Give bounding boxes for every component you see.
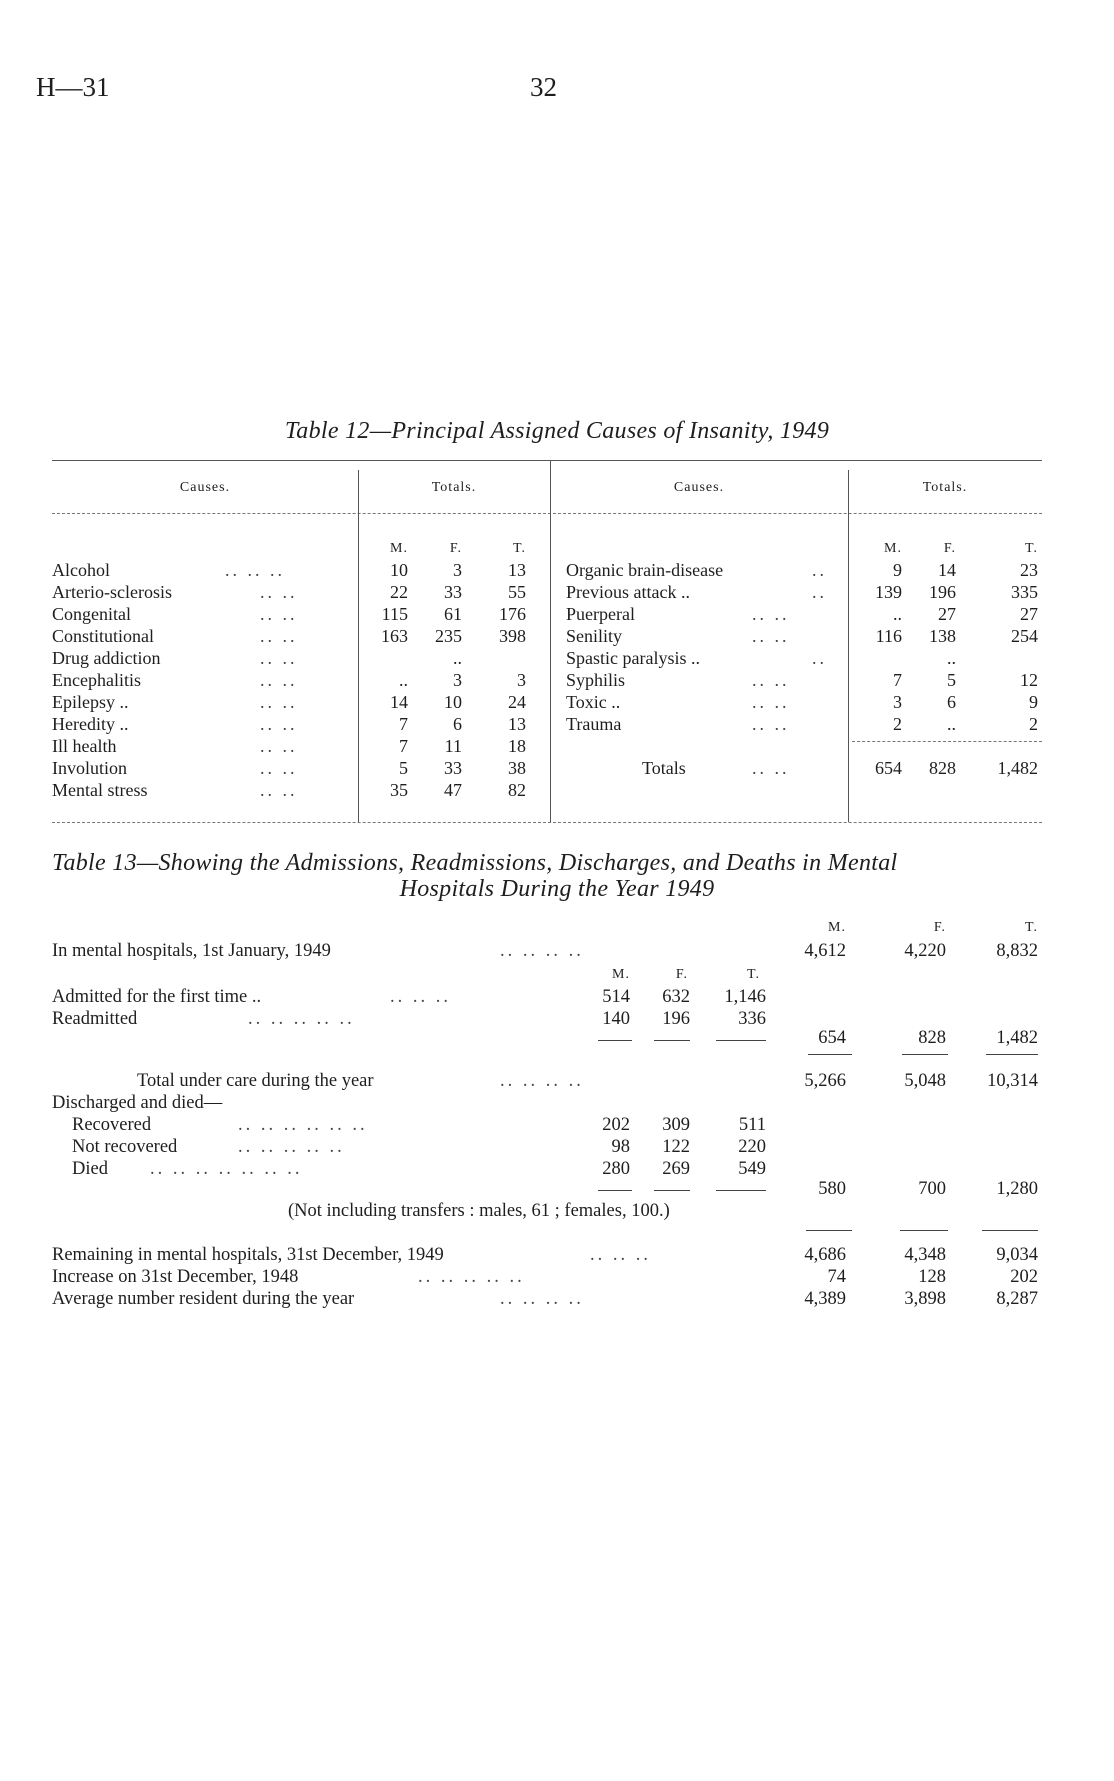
value-t: 1,482 xyxy=(997,758,1038,778)
value-f: 33 xyxy=(444,758,462,778)
leader-dots: .. .. xyxy=(752,692,790,712)
cause-label: Senility xyxy=(566,626,623,646)
col-f-label: F. xyxy=(933,920,946,935)
cause-label: Puerperal xyxy=(566,604,635,624)
value-t: 336 xyxy=(738,1009,766,1029)
sum-rule xyxy=(808,1054,852,1055)
value-m: 4,389 xyxy=(804,1289,846,1309)
leader-dots: .. .. .. xyxy=(225,560,285,580)
value-t: 511 xyxy=(738,1115,766,1135)
leader-dots: .. .. xyxy=(752,604,790,624)
cause-label: Constitutional xyxy=(52,626,155,646)
leader-dots: .. .. xyxy=(752,670,790,690)
value-t: 55 xyxy=(508,582,526,602)
value-m: 14 xyxy=(390,692,408,712)
value-t: 8,832 xyxy=(996,941,1038,961)
value-f: 128 xyxy=(918,1267,946,1287)
leader-dots: .. .. .. .. .. xyxy=(238,1137,345,1157)
leader-dots: .. .. .. .. .. .. .. xyxy=(150,1159,303,1179)
value-t: 549 xyxy=(738,1159,766,1179)
leader-dots: .. .. xyxy=(260,648,298,668)
value-t: 1,146 xyxy=(724,987,766,1007)
sum-rule xyxy=(598,1040,632,1041)
table-12-col-causes: Causes. xyxy=(673,480,725,495)
value-m: 654 xyxy=(818,1028,846,1048)
col-f-label: F. xyxy=(675,967,688,982)
value-t: 1,482 xyxy=(996,1028,1038,1048)
value-m: 5,266 xyxy=(804,1071,846,1091)
col-t-label: T. xyxy=(512,541,526,556)
value-t: 13 xyxy=(508,714,526,734)
value-t: 202 xyxy=(1010,1267,1038,1287)
row-label: Recovered xyxy=(72,1115,152,1135)
value-t: 335 xyxy=(1011,582,1038,602)
value-m: 5 xyxy=(399,758,408,778)
table-12-divider xyxy=(358,470,359,822)
col-t-label: T. xyxy=(746,967,760,982)
leader-dots: .. .. xyxy=(260,604,298,624)
value-f: 3 xyxy=(453,560,462,580)
leader-dots: .. .. .. .. .. .. xyxy=(238,1115,368,1135)
value-f: 700 xyxy=(918,1179,946,1199)
cause-label: Mental stress xyxy=(52,780,148,800)
row-label: Increase on 31st December, 1948 xyxy=(52,1267,299,1287)
value-f: .. xyxy=(947,714,956,734)
value-t: 38 xyxy=(508,758,526,778)
value-m: 10 xyxy=(390,560,408,580)
value-m: 163 xyxy=(381,626,408,646)
cause-label: Ill health xyxy=(52,736,117,756)
leader-dots: .. .. .. .. xyxy=(500,1071,584,1091)
value-m: 139 xyxy=(875,582,902,602)
value-m: 4,686 xyxy=(804,1245,846,1265)
table-12-col-causes: Causes. xyxy=(179,480,231,495)
value-t: 220 xyxy=(738,1137,766,1157)
value-m: 580 xyxy=(818,1179,846,1199)
value-m: 202 xyxy=(602,1115,630,1135)
value-m: 4,612 xyxy=(804,941,846,961)
table-12-divider xyxy=(550,460,551,822)
value-f: 235 xyxy=(435,626,462,646)
row-label: Total under care during the year xyxy=(137,1071,374,1091)
value-f: 6 xyxy=(453,714,462,734)
value-m: 140 xyxy=(602,1009,630,1029)
value-f: 61 xyxy=(444,604,462,624)
value-m: 7 xyxy=(399,736,408,756)
value-t: 13 xyxy=(508,560,526,580)
col-t-label: T. xyxy=(1024,920,1038,935)
table-13-caption: Table 13—Showing the Admissions, Readmissions, Discharges, and Deaths in Mental xyxy=(52,850,898,876)
value-f: 4,220 xyxy=(904,941,946,961)
leader-dots: .. xyxy=(812,648,827,668)
cause-label: Organic brain-disease xyxy=(566,560,724,580)
value-m: 74 xyxy=(827,1267,846,1287)
value-f: 11 xyxy=(444,736,462,756)
value-m: .. xyxy=(399,670,408,690)
value-t: 23 xyxy=(1020,560,1038,580)
value-f: 5 xyxy=(947,670,956,690)
value-t: 27 xyxy=(1020,604,1038,624)
value-m: 116 xyxy=(875,626,902,646)
leader-dots: .. .. .. .. xyxy=(500,941,584,961)
cause-label: Syphilis xyxy=(566,670,626,690)
value-f: 138 xyxy=(929,626,956,646)
sum-rule xyxy=(982,1230,1038,1231)
cause-label: Congenital xyxy=(52,604,131,624)
value-t: 12 xyxy=(1020,670,1038,690)
value-t: 9,034 xyxy=(996,1245,1038,1265)
table-13-caption: Hospitals During the Year 1949 xyxy=(399,876,715,902)
cause-label: Involution xyxy=(52,758,127,778)
col-m-label: M. xyxy=(612,967,630,982)
leader-dots: .. .. xyxy=(260,758,298,778)
sum-rule xyxy=(806,1230,852,1231)
leader-dots: .. .. xyxy=(260,780,298,800)
table-12-caption: Table 12—Principal Assigned Causes of Insanity, 1949 xyxy=(284,418,830,444)
value-f: 309 xyxy=(662,1115,690,1135)
value-f: 828 xyxy=(918,1028,946,1048)
value-m: 514 xyxy=(602,987,630,1007)
leader-dots: .. .. xyxy=(260,582,298,602)
value-f: 27 xyxy=(938,604,956,624)
value-f: 196 xyxy=(929,582,956,602)
sum-rule xyxy=(716,1190,766,1191)
col-m-label: M. xyxy=(828,920,846,935)
leader-dots: .. .. xyxy=(752,626,790,646)
leader-dots: .. xyxy=(812,560,827,580)
value-f: 47 xyxy=(444,780,462,800)
value-f: 4,348 xyxy=(904,1245,946,1265)
value-f: 196 xyxy=(662,1009,690,1029)
value-f: 6 xyxy=(947,692,956,712)
page-code: H—31 xyxy=(36,72,110,102)
table-12-bottom-rule xyxy=(52,822,1042,823)
row-label: Readmitted xyxy=(52,1009,138,1029)
value-m: 22 xyxy=(390,582,408,602)
value-t: 254 xyxy=(1011,626,1038,646)
sum-rule xyxy=(716,1040,766,1041)
col-t-label: T. xyxy=(1024,541,1038,556)
value-t: 82 xyxy=(508,780,526,800)
transfers-note: (Not including transfers : males, 61 ; females, 100.) xyxy=(288,1201,670,1221)
value-f: 10 xyxy=(444,692,462,712)
sum-rule xyxy=(986,1054,1038,1055)
value-f: 269 xyxy=(662,1159,690,1179)
leader-dots: .. .. xyxy=(260,626,298,646)
leader-dots: .. .. .. .. .. xyxy=(418,1267,525,1287)
row-label: Average number resident during the year xyxy=(52,1289,355,1309)
table-12-col-totals: Totals. xyxy=(922,480,968,495)
sum-rule xyxy=(598,1190,632,1191)
leader-dots: .. .. xyxy=(752,758,790,778)
row-label: Remaining in mental hospitals, 31st December, 1949 xyxy=(52,1245,444,1265)
cause-label: Alcohol xyxy=(52,560,110,580)
value-m: 654 xyxy=(875,758,902,778)
row-label: Not recovered xyxy=(72,1137,178,1157)
value-t: 1,280 xyxy=(996,1179,1038,1199)
cause-label: Encephalitis xyxy=(52,670,141,690)
leader-dots: .. .. .. .. .. xyxy=(248,1009,355,1029)
table-12-top-rule xyxy=(52,460,1042,461)
value-m: 2 xyxy=(893,714,902,734)
value-m: .. xyxy=(893,604,902,624)
totals-rule xyxy=(852,741,1042,742)
value-t: 24 xyxy=(508,692,526,712)
table-12-col-totals: Totals. xyxy=(431,480,477,495)
leader-dots: .. .. xyxy=(260,736,298,756)
col-f-label: F. xyxy=(449,541,462,556)
value-f: .. xyxy=(947,648,956,668)
sum-rule xyxy=(900,1230,948,1231)
cause-label: Previous attack .. xyxy=(566,582,690,602)
value-f: 632 xyxy=(662,987,690,1007)
leader-dots: .. .. .. xyxy=(590,1245,651,1265)
row-label: Died xyxy=(72,1159,108,1179)
leader-dots: .. .. .. .. xyxy=(500,1289,584,1309)
value-t: 9 xyxy=(1029,692,1038,712)
value-m: 35 xyxy=(390,780,408,800)
value-f: 3,898 xyxy=(904,1289,946,1309)
section-heading: Discharged and died— xyxy=(52,1093,223,1113)
table-12-divider xyxy=(848,470,849,822)
value-t: 8,287 xyxy=(996,1289,1038,1309)
value-t: 2 xyxy=(1029,714,1038,734)
value-f: 33 xyxy=(444,582,462,602)
totals-label: Totals xyxy=(642,758,686,778)
leader-dots: .. xyxy=(812,582,827,602)
leader-dots: .. .. xyxy=(260,692,298,712)
value-t: 176 xyxy=(499,604,526,624)
value-t: 18 xyxy=(508,736,526,756)
cause-label: Drug addiction xyxy=(52,648,161,668)
leader-dots: .. .. xyxy=(260,714,298,734)
leader-dots: .. .. xyxy=(752,714,790,734)
value-m: 9 xyxy=(893,560,902,580)
value-m: 3 xyxy=(893,692,902,712)
value-m: 280 xyxy=(602,1159,630,1179)
cause-label: Trauma xyxy=(566,714,622,734)
row-label: Admitted for the first time .. xyxy=(52,987,262,1007)
value-f: 5,048 xyxy=(904,1071,946,1091)
value-f: 14 xyxy=(938,560,956,580)
sum-rule xyxy=(654,1190,690,1191)
cause-label: Arterio-sclerosis xyxy=(52,582,172,602)
cause-label: Toxic .. xyxy=(566,692,621,712)
value-m: 98 xyxy=(611,1137,630,1157)
sum-rule xyxy=(654,1040,690,1041)
value-m: 115 xyxy=(381,604,408,624)
row-label: In mental hospitals, 1st January, 1949 xyxy=(52,941,331,961)
cause-label: Epilepsy .. xyxy=(52,692,129,712)
leader-dots: .. .. .. xyxy=(390,987,451,1007)
value-f: 122 xyxy=(662,1137,690,1157)
table-12-header-rule xyxy=(52,513,1042,514)
col-m-label: M. xyxy=(884,541,902,556)
value-f: 3 xyxy=(453,670,462,690)
page-number: 32 xyxy=(530,72,557,102)
value-m: 7 xyxy=(399,714,408,734)
value-m: 7 xyxy=(893,670,902,690)
value-t: 398 xyxy=(499,626,526,646)
col-m-label: M. xyxy=(390,541,408,556)
value-t: 3 xyxy=(517,670,526,690)
value-t: 10,314 xyxy=(987,1071,1038,1091)
value-f: .. xyxy=(453,648,462,668)
col-f-label: F. xyxy=(943,541,956,556)
leader-dots: .. .. xyxy=(260,670,298,690)
cause-label: Heredity .. xyxy=(52,714,129,734)
sum-rule xyxy=(902,1054,948,1055)
value-f: 828 xyxy=(929,758,956,778)
cause-label: Spastic paralysis .. xyxy=(566,648,700,668)
